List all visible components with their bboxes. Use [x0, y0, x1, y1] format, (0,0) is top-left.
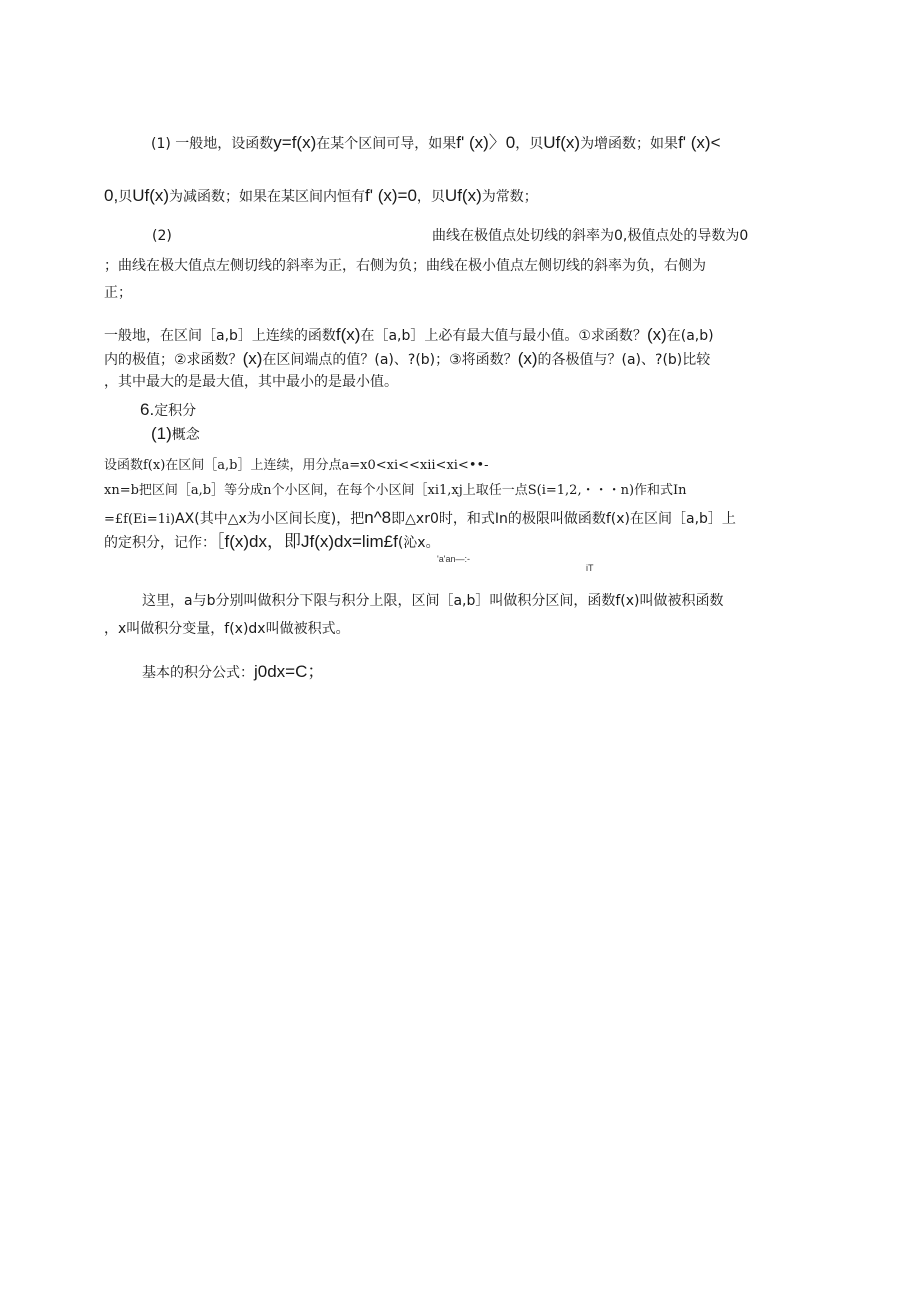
para-1-line-2	[104, 186, 538, 207]
para-4-line-1: 这里，a与b分别叫做积分下限与积分上限，区间［a,b］叫做积分区间，函数f(x)叫做被积函数	[142, 593, 724, 609]
text: Uf(x)	[132, 186, 170, 205]
para-3-line-3: ，其中最大的是最大值，其中最小的是最小值。	[104, 374, 398, 390]
text: 基本的积分公式：	[142, 665, 254, 681]
text: (x)	[242, 349, 263, 368]
text: 在(a,b)	[666, 328, 714, 344]
para-2-number: (2)	[152, 228, 172, 244]
text: ，贝	[416, 189, 445, 205]
text: f(x)	[335, 325, 361, 344]
definition-line-4	[104, 532, 440, 553]
para-5-line-1	[142, 662, 324, 683]
definition-line-3	[104, 508, 736, 530]
para-2-line-2: ；曲线在极大值点左侧切线的斜率为正，右侧为负；曲线在极小值点左侧切线的斜率为负，右侧为	[104, 258, 706, 274]
text: Uf(x)	[444, 186, 482, 205]
section-6-subheading	[151, 424, 200, 445]
para-3-line-1	[104, 325, 714, 346]
para-2-line-1: 曲线在极值点处切线的斜率为0,极值点处的导数为0	[432, 228, 749, 244]
text: 贝	[118, 189, 133, 205]
text: 定积分	[154, 403, 197, 419]
text: 一般地，在区间［a,b］上连续的函数	[104, 328, 336, 344]
text: AX(其中△x为小区间长度)，把	[175, 511, 365, 527]
formula-text: ［f(x)dx，即Jf(x)dx=lim£f	[216, 532, 398, 551]
text: (x)	[646, 325, 667, 344]
text: y=f(x)	[273, 133, 317, 152]
text: (沁x。	[397, 535, 440, 551]
text: 在某个区间可导，如果	[316, 136, 457, 152]
text: 在区间端点的值？(a)、?(b)；③将函数？	[262, 352, 518, 368]
text: =£f(Ei=1i)	[104, 512, 176, 527]
text: f' (x)〉0	[456, 133, 516, 152]
text: 即△xr0时，和式In的极限叫做函数f(x)在区间［a,b］上	[391, 511, 736, 527]
text: 的定积分，记作：	[104, 535, 216, 551]
text: (1)	[151, 424, 172, 443]
definition-line-1: 设函数f(x)在区间［a,b］上连续，用分点a=x0<xi<<xii<xi<••-	[104, 458, 489, 473]
text: 在［a,b］上必有最大值与最小值。①求函数？	[360, 328, 647, 344]
para-1-line-1	[151, 133, 721, 154]
text: (x)	[517, 349, 538, 368]
text: f' (x)<	[678, 133, 721, 152]
text: 的各极值与？(a)、?(b)比较	[537, 352, 711, 368]
formula-subscript-1: 'a'an—:-	[437, 554, 470, 564]
text: 概念	[171, 427, 200, 443]
text: f' (x)=0	[365, 186, 417, 205]
para-2-line-3: 正；	[104, 285, 132, 301]
text: Uf(x)	[543, 133, 581, 152]
definition-line-2: xn=b把区间［a,b］等分成n个小区间，在每个小区间［xi1,xj上取任一点S(i=1,2,・・・n)作和式In	[104, 483, 687, 498]
para-3-line-2	[104, 349, 710, 370]
text: 为增函数；如果	[580, 136, 679, 152]
para-4-line-2: ，x叫做积分变量，f(x)dx叫做被积式。	[104, 621, 350, 637]
text: 0,	[104, 186, 119, 205]
text: 为常数；	[481, 189, 538, 205]
formula-subscript-2: iT	[586, 563, 594, 573]
text: 6.	[140, 400, 155, 419]
text: (1) 一般地，设函数	[151, 136, 274, 152]
text: 为减函数；如果在某区间内恒有	[169, 189, 366, 205]
text: n^8	[364, 508, 392, 527]
section-6-heading	[140, 400, 196, 421]
text: 内的极值；②求函数？	[104, 352, 243, 368]
text: j0dx=C；	[254, 662, 325, 681]
text: ，贝	[515, 136, 544, 152]
